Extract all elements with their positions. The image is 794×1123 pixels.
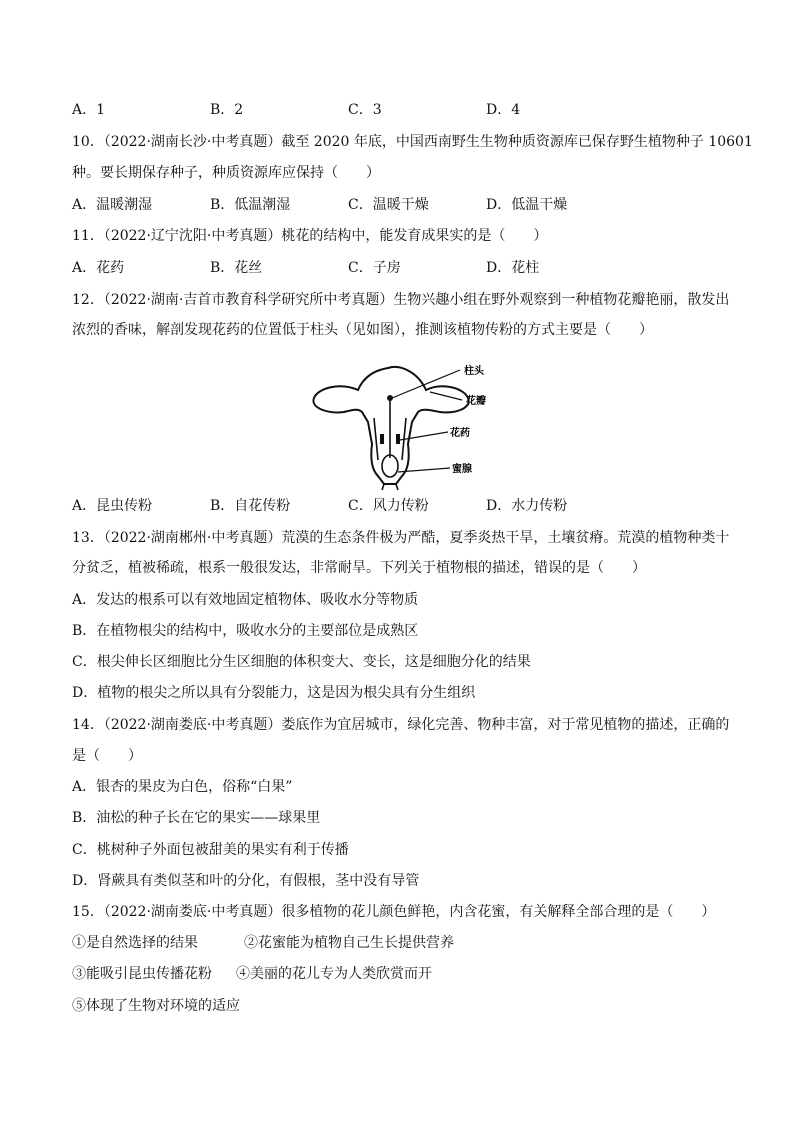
- q11-option-c: C．子房: [348, 260, 401, 276]
- q14-option-c: C．桃树种子外面包被甜美的果实有利于传播: [72, 842, 349, 858]
- anther-right: [396, 434, 400, 444]
- q10-stem-line2: 种。要长期保存种子，种质资源库应保持（ ）: [72, 165, 380, 181]
- q10-option-c: C．温暖干燥: [348, 197, 429, 213]
- leader-petal: [430, 392, 462, 400]
- q13-option-c: C．根尖伸长区细胞比分生区细胞的体积变大、变长，这是细胞分化的结果: [72, 654, 531, 670]
- q12-option-b: B．自花传粉: [210, 498, 291, 514]
- q9-option-b: B．2: [210, 102, 244, 118]
- q13-option-b: B．在植物根尖的结构中，吸收水分的主要部位是成熟区: [72, 623, 419, 639]
- q12-stem-line1: 12．（2022·湖南·吉首市教育科学研究所中考真题）生物兴趣小组在野外观察到一种植物花瓣艳丽，散发出: [72, 292, 730, 308]
- q11-option-b: B．花丝: [210, 260, 263, 276]
- q10-option-b: B．低温潮湿: [210, 197, 291, 213]
- q13-stem-line2: 分贫乏，植被稀疏，根系一般很发达，非常耐旱。下列关于植物根的描述，错误的是（ ）: [72, 560, 646, 576]
- q12-stem-line2: 浓烈的香味，解剖发现花药的位置低于柱头（见如图），推测该植物传粉的方式主要是（ ）: [72, 322, 653, 338]
- q11-option-a: A．花药: [72, 260, 125, 276]
- q13-option-d: D．植物的根尖之所以具有分裂能力，这是因为根尖具有分生组织: [72, 685, 476, 701]
- q15-stem-line1: 15．（2022·湖南娄底·中考真题）很多植物的花儿颜色鲜艳，内含花蜜，有关解释全部合理的是（ ）: [72, 904, 716, 920]
- leader-anther: [400, 432, 448, 440]
- q15-statement-3: ③能吸引昆虫传播花粉: [72, 966, 212, 982]
- q14-option-d: D．肾蕨具有类似茎和叶的分化，有假根，茎中没有导管: [72, 873, 420, 889]
- label-petal: 花瓣: [466, 396, 486, 407]
- q12-option-a: A．昆虫传粉: [72, 498, 153, 514]
- q11-option-d: D．花柱: [486, 260, 540, 276]
- q14-option-b: B．油松的种子长在它的果实——球果里: [72, 810, 321, 826]
- q14-stem-line2: 是（ ）: [72, 748, 142, 764]
- q10-option-a: A．温暖潮湿: [72, 197, 153, 213]
- q9-option-c: C．3: [348, 102, 382, 118]
- ovary-shape: [382, 455, 398, 477]
- q15-statement-4: ④美丽的花儿专为人类欣赏而开: [236, 966, 432, 982]
- q12-option-c: C．风力传粉: [348, 498, 429, 514]
- q13-option-a: A．发达的根系可以有效地固定植物体、吸收水分等物质: [72, 592, 419, 608]
- q15-statement-2: ②花蜜能为植物自己生长提供营养: [244, 935, 454, 951]
- leader-stigma: [392, 370, 460, 398]
- q11-stem-line1: 11．（2022·辽宁沈阳·中考真题）桃花的结构中，能发育成果实的是（ ）: [72, 228, 548, 244]
- label-stigma: 柱头: [464, 366, 484, 377]
- q14-option-a: A．银杏的果皮为白色，俗称“白果”: [72, 779, 293, 795]
- anther-left: [380, 434, 384, 444]
- flower-diagram: [300, 352, 500, 490]
- q15-statement-1: ①是自然选择的结果: [72, 935, 198, 951]
- q9-option-a: A．1: [72, 102, 106, 118]
- q14-stem-line1: 14．（2022·湖南娄底·中考真题）娄底作为宜居城市，绿化完善、物种丰富，对于常见植物的描述，正确的: [72, 717, 730, 733]
- q15-statement-5: ⑤体现了生物对环境的适应: [72, 998, 240, 1014]
- q10-stem-line1: 10．（2022·湖南长沙·中考真题）截至 2020 年底，中国西南野生生物种质资源库已保存野生植物种子 10601: [72, 134, 753, 150]
- q10-option-d: D．低温干燥: [486, 197, 568, 213]
- label-nectary: 蜜腺: [452, 464, 472, 475]
- petal-outline: [313, 367, 468, 484]
- q13-stem-line1: 13．（2022·湖南郴州·中考真题）荒漠的生态条件极为严酷，夏季炎热干旱，土壤贫瘠。荒漠的植物种类十: [72, 530, 730, 546]
- q9-option-d: D．4: [486, 102, 521, 118]
- flower-diagram-svg: [300, 352, 500, 490]
- q12-option-d: D．水力传粉: [486, 498, 568, 514]
- label-anther: 花药: [450, 428, 470, 439]
